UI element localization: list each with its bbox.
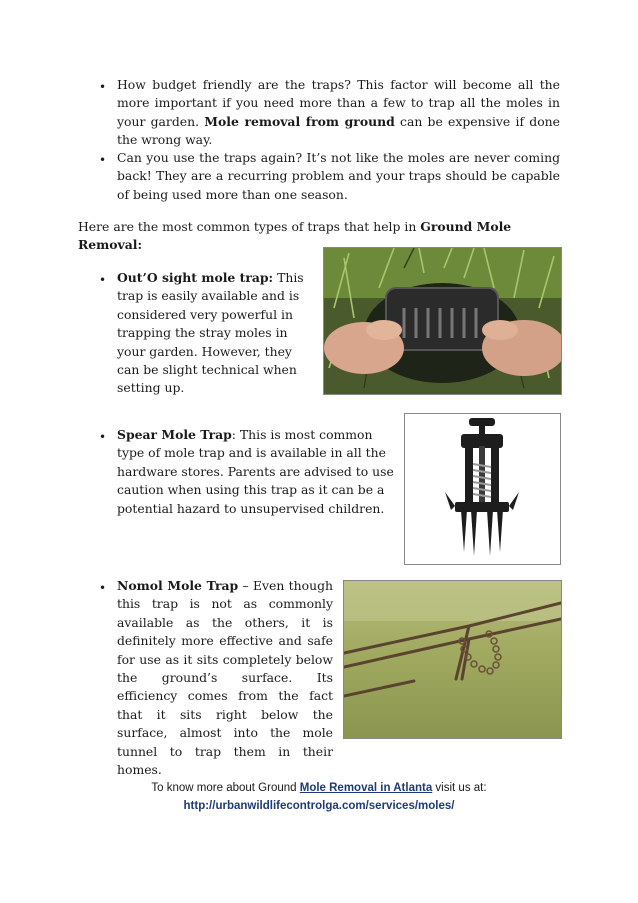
mole-removal-atlanta-link[interactable]: Mole Removal in Atlanta [299, 782, 433, 794]
section-intro-bold: Ground Mole Removal: [78, 219, 512, 253]
budget-bold: Mole removal from ground [204, 113, 395, 129]
bullet-marker: • [99, 430, 107, 444]
trap-description: : This is most common type of mole trap and is available in all the hardware stores. Parents are advised to use caution when using this trap as it can be a potential hazard to unsupervised children. [117, 427, 394, 516]
footer-line-1 [0, 780, 638, 797]
footer-line-2 [0, 798, 638, 815]
spear-trap-photo [404, 413, 561, 565]
nomol-trap-photo [343, 580, 562, 739]
trap-title: Spear Mole Trap [117, 427, 232, 442]
footer-text-end: visit us at: [432, 782, 487, 794]
bullet-marker: • [99, 273, 107, 287]
trap-nomol [117, 577, 333, 779]
trap-outo-sight [117, 269, 315, 398]
budget-bullet [117, 76, 560, 150]
bullet-marker: • [99, 581, 107, 595]
bullet-marker: • [99, 80, 107, 94]
bullet-marker: • [99, 153, 107, 167]
trap-description: This trap is easily available and is considered very powerful in trapping the stray moles in your garden. However, they can be slight technical when setting up. [117, 270, 304, 396]
trap-description: – Even though this trap is not as commonly available as the others, it is definitely more effective and safe for use as it sits completely below the ground’s surface. Its efficiency comes from the fact that it sits right below the surface, almost into the mole tunnel to trap them in their homes. [117, 578, 333, 778]
section-intro-text: Here are the most common types of traps that help in [78, 219, 421, 234]
trap-title: Nomol Mole Trap [117, 578, 239, 593]
reuse-bullet: Can you use the traps again? It’s not like the moles are never coming back! They are a recurring problem and your traps should be capable of being used more than one season. [117, 150, 560, 202]
budget-text-end: can be expensive if done the wrong way. [117, 113, 560, 148]
outo-sight-trap-photo [323, 247, 562, 395]
trap-spear [117, 426, 399, 518]
footer-text: To know more about Ground [151, 782, 300, 794]
budget-text: How budget friendly are the traps? This factor will become all the more important if you need more than a few to trap all the moles in your garden. [117, 77, 560, 129]
website-url-link[interactable]: http://urbanwildlifecontrolga.com/services/moles/ [183, 800, 455, 812]
trap-title: Out’O sight mole trap: [117, 270, 274, 285]
